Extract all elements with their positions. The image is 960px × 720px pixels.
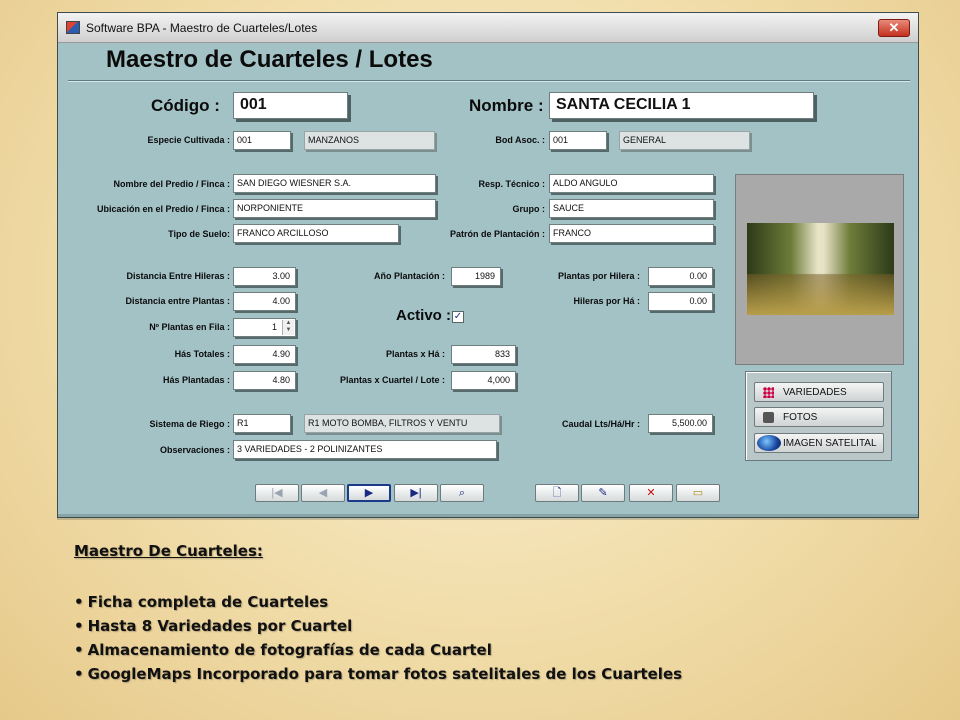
caudal-label: Caudal Lts/Há/Hr : — [561, 419, 640, 429]
title-separator — [68, 80, 910, 82]
riego-label: Sistema de Riego : — [149, 419, 230, 429]
dist-hileras-label: Distancia Entre Hileras : — [126, 271, 230, 281]
activo-label: Activo : — [396, 307, 452, 324]
ubicacion-field[interactable]: NORPONIENTE — [233, 199, 436, 218]
nombre-label: Nombre : — [469, 96, 544, 115]
ubicacion-label: Ubicación en el Predio / Finca : — [96, 204, 230, 214]
find-button[interactable] — [440, 484, 484, 502]
plantas-cuartel-field[interactable]: 4,000 — [451, 371, 516, 390]
especie-label: Especie Cultivada : — [147, 135, 230, 145]
has-totales-field[interactable]: 4.90 — [233, 345, 296, 364]
plantas-cuartel-label: Plantas x Cuartel / Lote : — [339, 375, 445, 385]
patron-field[interactable]: FRANCO — [549, 224, 714, 243]
photo-panel — [735, 174, 904, 365]
caption-heading: Maestro De Cuarteles: — [74, 542, 263, 560]
suelo-label: Tipo de Suelo: — [168, 229, 230, 239]
has-totales-label: Hás Totales : — [174, 349, 230, 359]
next-icon: ▶ — [364, 487, 374, 499]
predio-label: Nombre del Predio / Finca : — [113, 179, 230, 189]
bod-desc-field: GENERAL — [619, 131, 750, 150]
bod-code-field[interactable]: 001 — [549, 131, 607, 150]
observaciones-label: Observaciones : — [159, 445, 230, 455]
globe-icon — [757, 435, 781, 451]
codigo-label: Código : — [151, 96, 220, 115]
nombre-field[interactable]: SANTA CECILIA 1 — [549, 92, 814, 119]
title-bar — [58, 13, 918, 43]
delete-icon: ✕ — [646, 487, 656, 499]
anio-label: Año Plantación : — [373, 271, 445, 281]
new-record-button[interactable] — [535, 484, 579, 502]
plantas-fila-label: Nº Plantas en Fila : — [149, 322, 230, 332]
hileras-ha-field[interactable]: 0.00 — [648, 292, 713, 311]
plantas-ha-label: Plantas x Há : — [385, 349, 445, 359]
window-title: Software BPA - Maestro de Cuarteles/Lotes — [86, 21, 318, 35]
grupo-field[interactable]: SAUCE — [549, 199, 714, 218]
especie-desc-field: MANZANOS — [304, 131, 435, 150]
bod-label: Bod Asoc. : — [495, 135, 545, 145]
riego-code-field[interactable]: R1 — [233, 414, 291, 433]
binoculars-icon: ⌕ — [458, 487, 466, 499]
dist-hileras-field[interactable]: 3.00 — [233, 267, 296, 286]
especie-code-field[interactable]: 001 — [233, 131, 291, 150]
window-shadow — [57, 514, 919, 520]
plantas-hilera-field[interactable]: 0.00 — [648, 267, 713, 286]
fotos-button[interactable]: FOTOS — [754, 407, 884, 427]
feature-item: • Ficha completa de Cuarteles — [74, 593, 682, 617]
observaciones-field[interactable]: 3 VARIEDADES - 2 POLINIZANTES — [233, 440, 497, 459]
form-title: Maestro de Cuarteles / Lotes — [106, 46, 433, 73]
exit-button[interactable] — [676, 484, 720, 502]
delete-record-button[interactable] — [629, 484, 673, 502]
plantas-fila-stepper[interactable] — [233, 318, 296, 337]
app-window — [57, 12, 919, 518]
plantas-ha-field[interactable]: 833 — [451, 345, 516, 364]
dist-plantas-label: Distancia entre Plantas : — [125, 296, 230, 306]
hileras-ha-label: Hileras por Há : — [573, 296, 640, 306]
last-icon: ▶| — [410, 487, 422, 499]
close-button[interactable]: ✕ — [878, 19, 910, 37]
edit-icon: ✎ — [598, 487, 608, 499]
spin-arrows-icon[interactable]: ▲ ▼ — [282, 320, 294, 335]
activo-checkbox[interactable]: ✓ — [453, 311, 463, 322]
imagen-satelital-button[interactable]: IMAGEN SATELITAL — [754, 433, 884, 453]
first-record-button[interactable] — [255, 484, 299, 502]
orchard-photo — [747, 223, 894, 315]
grid-icon — [763, 387, 774, 398]
resp-label: Resp. Técnico : — [478, 179, 545, 189]
predio-field[interactable]: SAN DIEGO WIESNER S.A. — [233, 174, 436, 193]
riego-desc-field: R1 MOTO BOMBA, FILTROS Y VENTU — [304, 414, 500, 433]
resp-field[interactable]: ALDO ANGULO — [549, 174, 714, 193]
dist-plantas-field[interactable]: 4.00 — [233, 292, 296, 311]
folder-icon: ▭ — [692, 487, 704, 499]
side-button-panel — [745, 371, 892, 461]
new-document-icon: 🗋 — [552, 487, 562, 499]
feature-item: • GoogleMaps Incorporado para tomar fotos satelitales de los Cuarteles — [74, 665, 682, 689]
has-plantadas-field[interactable]: 4.80 — [233, 371, 296, 390]
feature-list — [74, 593, 682, 689]
next-record-button[interactable] — [347, 484, 391, 502]
plantas-fila-value: 1 — [271, 322, 277, 332]
feature-item: • Almacenamiento de fotografías de cada Cuartel — [74, 641, 682, 665]
app-icon — [66, 21, 80, 34]
previous-record-button[interactable] — [301, 484, 345, 502]
camera-icon — [763, 412, 774, 423]
has-plantadas-label: Hás Plantadas : — [162, 375, 230, 385]
edit-record-button[interactable] — [581, 484, 625, 502]
caudal-field[interactable]: 5,500.00 — [648, 414, 713, 433]
suelo-field[interactable]: FRANCO ARCILLOSO — [233, 224, 399, 243]
codigo-field[interactable]: 001 — [233, 92, 348, 119]
patron-label: Patrón de Plantación : — [449, 229, 545, 239]
plantas-hilera-label: Plantas por Hilera : — [557, 271, 640, 281]
variedades-button[interactable]: VARIEDADES — [754, 382, 884, 402]
feature-item: • Hasta 8 Variedades por Cuartel — [74, 617, 682, 641]
previous-icon: ◀ — [318, 487, 328, 499]
first-icon: |◀ — [271, 487, 283, 499]
anio-field[interactable]: 1989 — [451, 267, 501, 286]
grupo-label: Grupo : — [512, 204, 545, 214]
last-record-button[interactable] — [394, 484, 438, 502]
